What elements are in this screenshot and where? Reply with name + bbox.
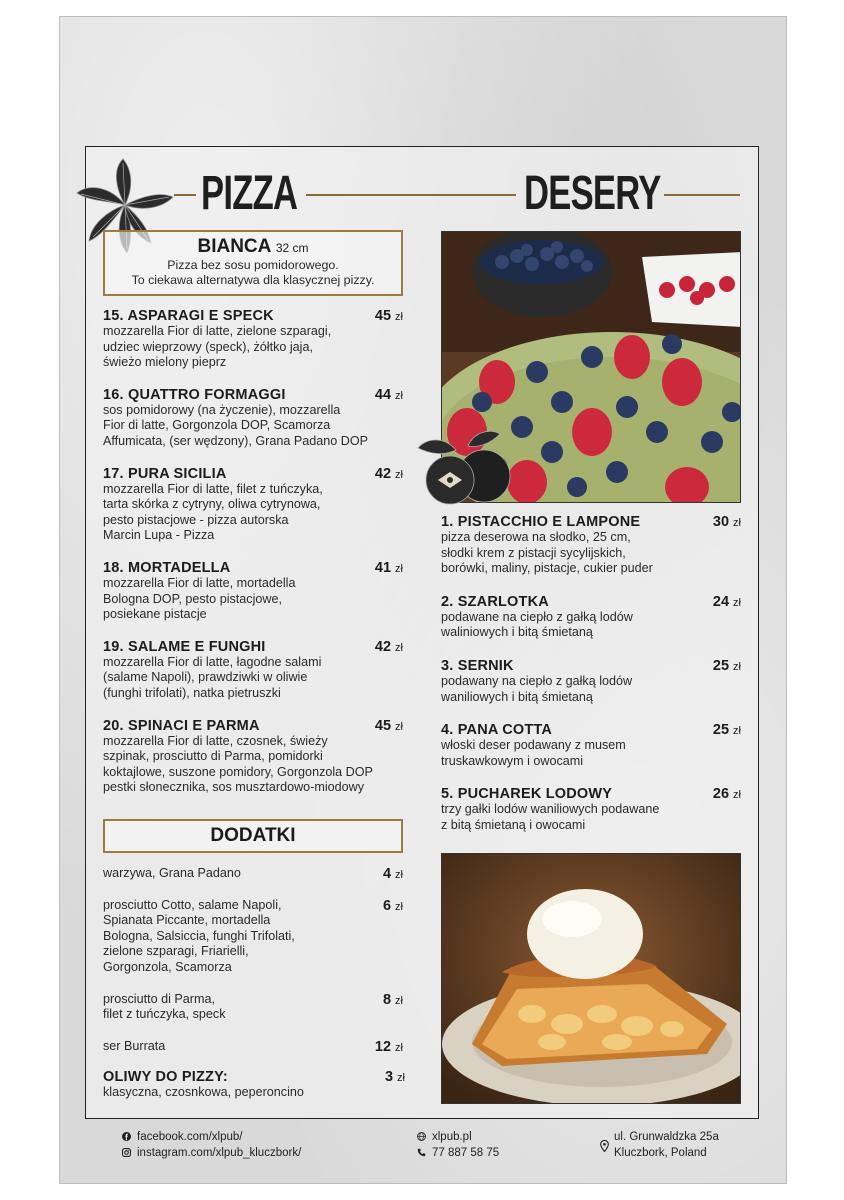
dessert-title: 3. SERNIK [441, 657, 514, 674]
dessert-item [441, 514, 741, 577]
bianca-desc-line-2: To ciekawa alternatywa dla klasycznej pizzy. [131, 273, 375, 287]
dodatki-item [103, 866, 405, 882]
dodatki-desc-line: prosciutto di Parma, [103, 991, 215, 1006]
pizza-title: 16. QUATTRO FORMAGGI [103, 386, 286, 403]
dessert-price [713, 594, 741, 610]
pizza-desc-line: tarta skórka z cytryny, oliwa cytrynowa, [103, 497, 321, 512]
dessert-desc-line: włoski deser podawany z musem [441, 738, 626, 753]
dessert-price-currency: zł [733, 660, 741, 673]
dessert-price-currency: zł [733, 517, 741, 529]
pizza-price [375, 466, 403, 482]
pizza-price-value: 45 [374, 717, 392, 734]
dessert-title: 1. PISTACCHIO E LAMPONE [441, 514, 641, 530]
bianca-title: BIANCA [197, 236, 272, 257]
footer-website[interactable] [417, 1131, 472, 1143]
pizza-item [103, 466, 405, 544]
footer-facebook[interactable] [122, 1131, 242, 1143]
footer-phone[interactable] [417, 1147, 499, 1159]
dessert-price-value: 30 [712, 514, 730, 530]
pizza-desc-line: Fior di latte, Gorgonzola DOP, Scamorza [103, 418, 331, 433]
dodatki-price-currency: zł [395, 900, 403, 913]
pizza-desc-line: szpinak, prosciutto di Parma, pomidorki [103, 749, 323, 764]
dessert-desc-line: waniliowych i bitą śmietaną [441, 689, 593, 704]
instagram-icon [122, 1148, 131, 1157]
dessert-price-currency: zł [733, 725, 741, 738]
pizza-price-currency: zł [395, 468, 403, 481]
dessert-price [713, 514, 741, 530]
dodatki-item [103, 992, 405, 1023]
pizza-desc-line: udziec wieprzowy (speck), żółtko jaja, [103, 339, 313, 354]
footer-instagram[interactable] [122, 1147, 301, 1159]
facebook-icon [122, 1132, 131, 1141]
dessert-price-value: 25 [712, 657, 730, 674]
dessert-title: 5. PUCHAREK LODOWY [441, 786, 613, 803]
pizza-heading-rule-right [306, 194, 516, 196]
pizza-desc-line: mozzarella Fior di latte, zielone szparagi, [103, 324, 332, 338]
dodatki-price-value: 12 [374, 1038, 392, 1055]
dessert-desc-line: pizza deserowa na słodko, 25 cm, [441, 530, 631, 544]
pizza-desc-line: pesto pistacjowe - pizza autorska [103, 512, 289, 527]
pizza-item [103, 560, 405, 623]
dodatki-item [103, 898, 405, 976]
dodatki-desc-line: zielone szparagi, Friarielli, [103, 944, 249, 959]
pizza-desc-line: Marcin Lupa - Pizza [103, 528, 215, 543]
dodatki-desc-line: filet z tuńczyka, speck [103, 1007, 226, 1022]
dessert-title: 2. SZARLOTKA [441, 593, 549, 610]
location-pin-icon [600, 1140, 609, 1152]
pizza-price [375, 639, 403, 655]
dessert-price [713, 658, 741, 674]
dessert-price [713, 786, 741, 802]
pizza-heading: PIZZA [201, 167, 298, 220]
phone-number[interactable]: 77 887 58 75 [432, 1147, 500, 1159]
pizza-item [103, 308, 405, 371]
apple-pie-photo [441, 853, 741, 1104]
oils-price: 3 zł [384, 1069, 405, 1085]
pizza-item [103, 718, 405, 796]
dessert-price [713, 722, 741, 738]
pizza-desc-line: mozzarella Fior di latte, filet z tuńczyka, [103, 481, 323, 496]
pizza-desc-line: świeżo mielony pieprz [103, 355, 227, 370]
oils-title: OLIWY DO PIZZY: [103, 1069, 228, 1085]
dessert-price-currency: zł [733, 789, 741, 802]
pizza-items-list [103, 308, 405, 812]
pizza-price [375, 560, 403, 576]
dessert-desc-line: podawany na ciepło z gałką lodów [441, 673, 633, 688]
phone-icon [417, 1148, 426, 1157]
dessert-desc-line: trzy gałki lodów waniliowych podawane [441, 802, 660, 817]
dessert-item [441, 722, 741, 769]
pizza-item [103, 639, 405, 702]
pizza-price-value: 42 [374, 465, 392, 482]
dodatki-desc-line: warzywa, Grana Padano [103, 866, 241, 880]
dodatki-price-currency: zł [395, 994, 403, 1007]
dodatki-item [103, 1039, 405, 1055]
dodatki-desc-line: Gorgonzola, Scamorza [103, 959, 232, 974]
pizza-desc-line: (funghi trifolati), natka pietruszki [103, 685, 281, 700]
pizza-desc-line: Bologna DOP, pesto pistacjowe, [103, 591, 282, 606]
dessert-price-value: 26 [712, 786, 730, 803]
pizza-title: 19. SALAME E FUNGHI [103, 638, 266, 655]
dodatki-desc-line: Spianata Piccante, mortadella [103, 913, 271, 928]
pizza-price-currency: zł [395, 562, 403, 575]
pizza-title: 18. MORTADELLA [103, 559, 231, 576]
globe-icon [417, 1132, 426, 1141]
pizza-desc-line: pestki słonecznika, sos musztardowo-miodowy [103, 780, 365, 795]
pizza-desc-line: sos pomidorowy (na życzenie), mozzarella [103, 402, 341, 417]
oils-desc: klasyczna, czosnkowa, peperoncino [103, 1085, 304, 1099]
footer-address-line-2: Kluczbork, Poland [614, 1147, 707, 1159]
pizza-desc-line: mozzarella Fior di latte, mortadella [103, 575, 296, 590]
dodatki-price-currency: zł [395, 869, 403, 881]
pizza-desc-line: (salame Napoli), prawdziwki w oliwie [103, 670, 308, 685]
footer-address-line-1: ul. Grunwaldzka 25a [614, 1131, 719, 1143]
pizza-desc-line: Affumicata, (ser wędzony), Grana Padano DOP [103, 433, 369, 448]
pizza-desc-line: mozzarella Fior di latte, łagodne salami [103, 654, 322, 669]
dodatki-box [103, 819, 403, 853]
dodatki-price [383, 992, 403, 1008]
dodatki-price [383, 866, 403, 882]
pizza-title: 15. ASPARAGI E SPECK [103, 308, 274, 324]
website-link[interactable]: xlpub.pl [432, 1131, 472, 1143]
pizza-desc-line: posiekane pistacje [103, 607, 207, 622]
dodatki-price [383, 898, 403, 914]
pizza-title: 17. PURA SICILIA [103, 465, 227, 482]
dessert-desc-line: truskawkowym i owocami [441, 753, 584, 768]
dodatki-price-value: 6 [382, 897, 392, 914]
facebook-link[interactable]: facebook.com/xlpub/ [137, 1131, 243, 1143]
dessert-desc-line: borówki, maliny, pistacje, cukier puder [441, 561, 653, 576]
pizza-price-currency: zł [395, 641, 403, 654]
dessert-price-value: 25 [712, 722, 730, 739]
pizza-desc-line: koktajlowe, suszone pomidory, Gorgonzola DOP [103, 764, 373, 779]
bianca-box [103, 230, 403, 296]
dessert-item [441, 786, 741, 833]
dessert-price-value: 24 [712, 593, 730, 610]
pizza-price-currency: zł [395, 311, 403, 323]
desery-heading: DESERY [524, 167, 661, 220]
pizza-title: 20. SPINACI E PARMA [103, 717, 260, 734]
pizza-price [375, 387, 403, 403]
pizza-price-currency: zł [395, 389, 403, 402]
dodatki-desc-line: ser Burrata [103, 1038, 166, 1053]
dodatki-desc-line: prosciutto Cotto, salame Napoli, [103, 897, 282, 912]
dessert-price-currency: zł [733, 596, 741, 609]
dessert-item [441, 658, 741, 705]
pizza-price-currency: zł [395, 720, 403, 733]
dodatki-heading: DODATKI [210, 825, 296, 846]
pizza-price-value: 41 [374, 559, 392, 576]
dodatki-list [103, 866, 405, 1070]
dessert-items-list [441, 514, 741, 851]
plum-icon [416, 428, 520, 508]
dessert-item [441, 594, 741, 641]
bianca-size: 32 cm [275, 241, 309, 255]
dodatki-price-value: 8 [382, 991, 392, 1008]
dessert-title: 4. PANA COTTA [441, 722, 553, 739]
dodatki-desc-line: Bologna, Salsiccia, funghi Trifolati, [103, 928, 295, 943]
pizza-price-value: 42 [374, 638, 392, 655]
dodatki-price-currency: zł [395, 1041, 403, 1054]
dodatki-price-value: 4 [382, 866, 392, 882]
desery-heading-rule [664, 194, 740, 196]
dessert-desc-line: podawane na ciepło z gałką lodów [441, 609, 633, 624]
pizza-desc-line: mozzarella Fior di latte, czosnek, świeży [103, 733, 328, 748]
pizza-price-value: 45 [374, 308, 392, 324]
dessert-desc-line: z bitą śmietaną i owocami [441, 817, 586, 832]
bianca-desc-line-1: Pizza bez sosu pomidorowego. [167, 258, 339, 272]
pizza-item [103, 387, 405, 450]
pizza-price-value: 44 [374, 386, 392, 403]
dessert-desc-line: waliniowych i bitą śmietaną [441, 625, 593, 640]
pizza-heading-rule-left [174, 194, 196, 196]
instagram-link[interactable]: instagram.com/xlpub_kluczbork/ [137, 1147, 302, 1159]
pizza-price [375, 718, 403, 734]
pizza-price [375, 308, 403, 324]
dodatki-price [375, 1039, 403, 1055]
oils-block [103, 1069, 405, 1101]
dessert-desc-line: słodki krem z pistacji sycylijskich, [441, 545, 626, 560]
